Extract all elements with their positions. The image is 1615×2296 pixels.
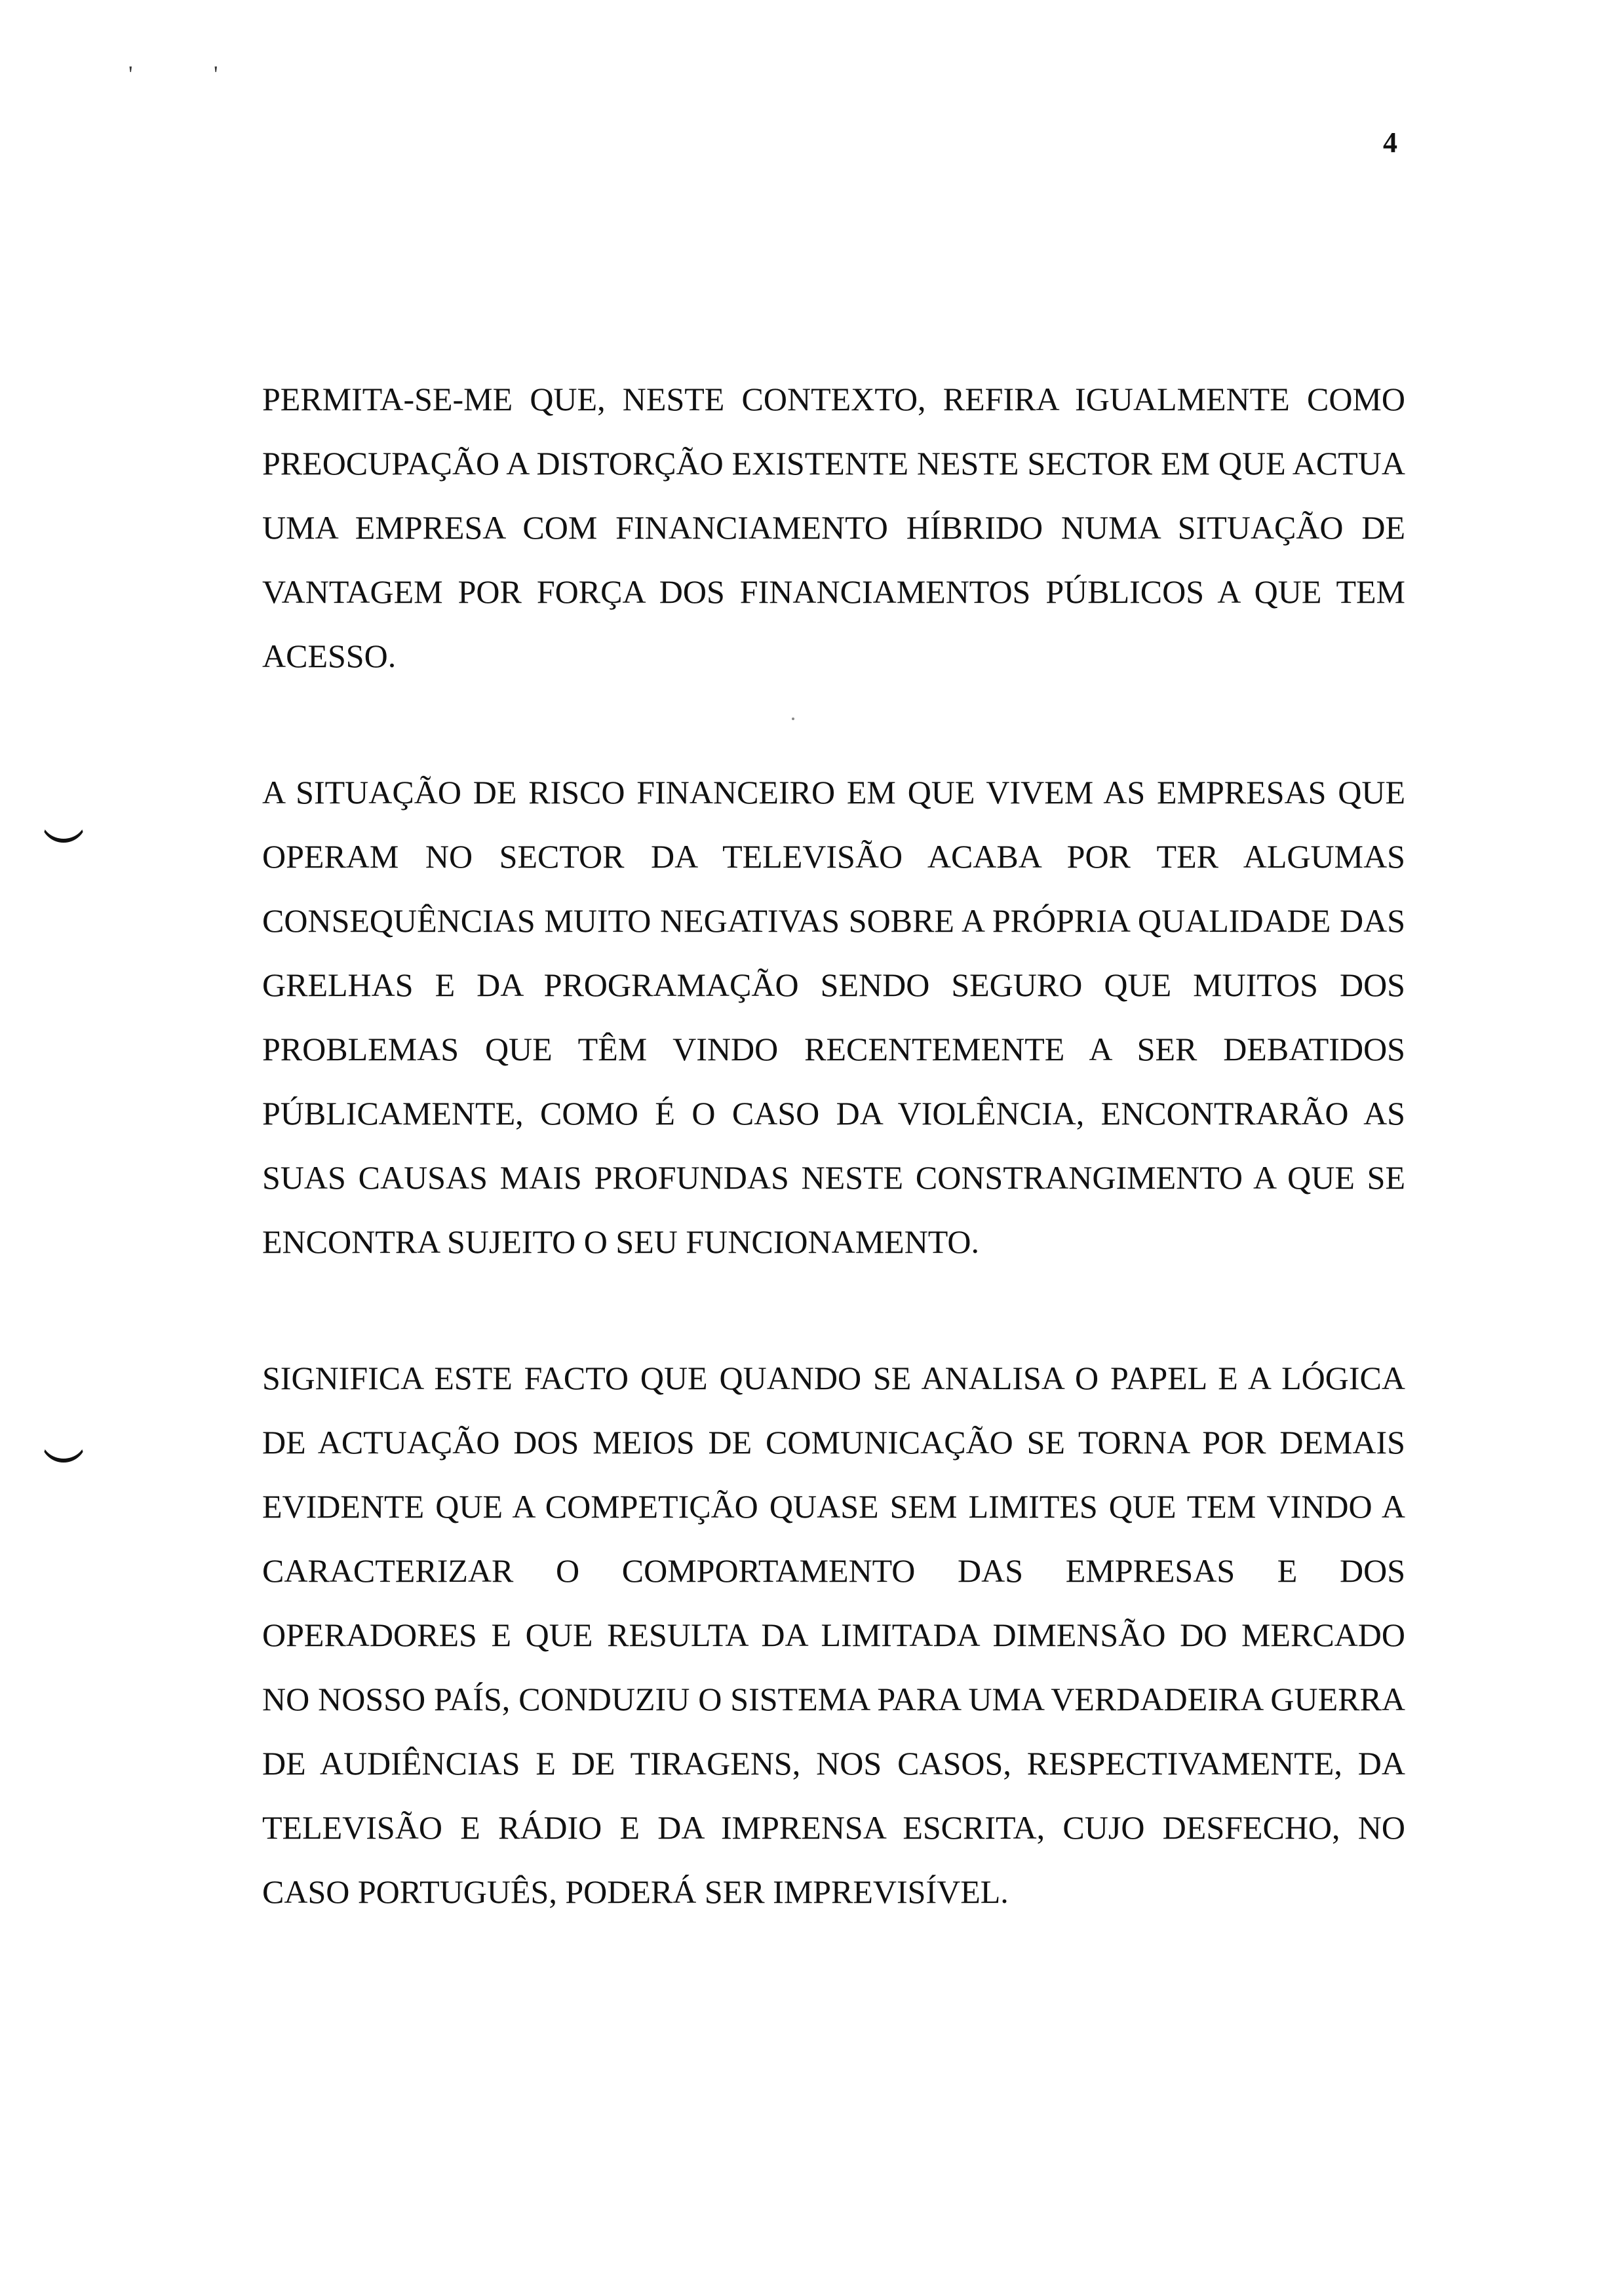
- scan-tick-mark: ': [214, 61, 218, 87]
- paragraph: PERMITA-SE-ME QUE, NESTE CONTEXTO, REFIRA IGUALMENTE COMO PREOCUPAÇÃO A DISTORÇÃO EXISTENTE NESTE SECTOR EM QUE ACTUA UMA EMPRESA COM FINANCIAMENTO HÍBRIDO NUMA SITUAÇÃO DE VANTAGEM POR FORÇA DOS FINANCIAMENTOS PÚBLICOS A QUE TEM ACESSO.: [262, 381, 1405, 674]
- paragraph: A SITUAÇÃO DE RISCO FINANCEIRO EM QUE VIVEM AS EMPRESAS QUE OPERAM NO SECTOR DA TELEVISÃO ACABA POR TER ALGUMAS CONSEQUÊNCIAS MUITO NEGATIVAS SOBRE A PRÓPRIA QUALIDADE DAS GRELHAS E DA PROGRAMAÇÃO SENDO SEGURO QUE MUITOS DOS PROBLEMAS QUE TÊM VINDO RECENTEMENTE A SER DEBATIDOS PÚBLICAMENTE, COMO É O CASO DA VIOLÊNCIA, ENCONTRARÃO AS SUAS CAUSAS MAIS PROFUNDAS NESTE CONSTRANGIMENTO A QUE SE ENCONTRA SUJEITO O SEU FUNCIONAMENTO.: [262, 774, 1405, 1260]
- margin-annotation-mark: [41, 819, 87, 843]
- margin-annotation-mark: [41, 1439, 87, 1463]
- page-number: 4: [1383, 126, 1397, 159]
- scan-tick-mark: ': [128, 61, 133, 87]
- paragraph: SIGNIFICA ESTE FACTO QUE QUANDO SE ANALISA O PAPEL E A LÓGICA DE ACTUAÇÃO DOS MEIOS DE COMUNICAÇÃO SE TORNA POR DEMAIS EVIDENTE QUE A COMPETIÇÃO QUASE SEM LIMITES QUE TEM VINDO A CARACTERIZAR O COMPORTAMENTO DAS EMPRESAS E DOS OPERADORES E QUE RESULTA DA LIMITADA DIMENSÃO DO MERCADO NO NOSSO PAÍS, CONDUZIU O SISTEMA PARA UMA VERDADEIRA GUERRA DE AUDIÊNCIAS E DE TIRAGENS, NOS CASOS, RESPECTIVAMENTE, DA TELEVISÃO E RÁDIO E DA IMPRENSA ESCRITA, CUJO DESFECHO, NO CASO PORTUGUÊS, PODERÁ SER IMPREVISÍVEL.: [262, 1360, 1405, 1910]
- body-text: [262, 367, 1405, 1924]
